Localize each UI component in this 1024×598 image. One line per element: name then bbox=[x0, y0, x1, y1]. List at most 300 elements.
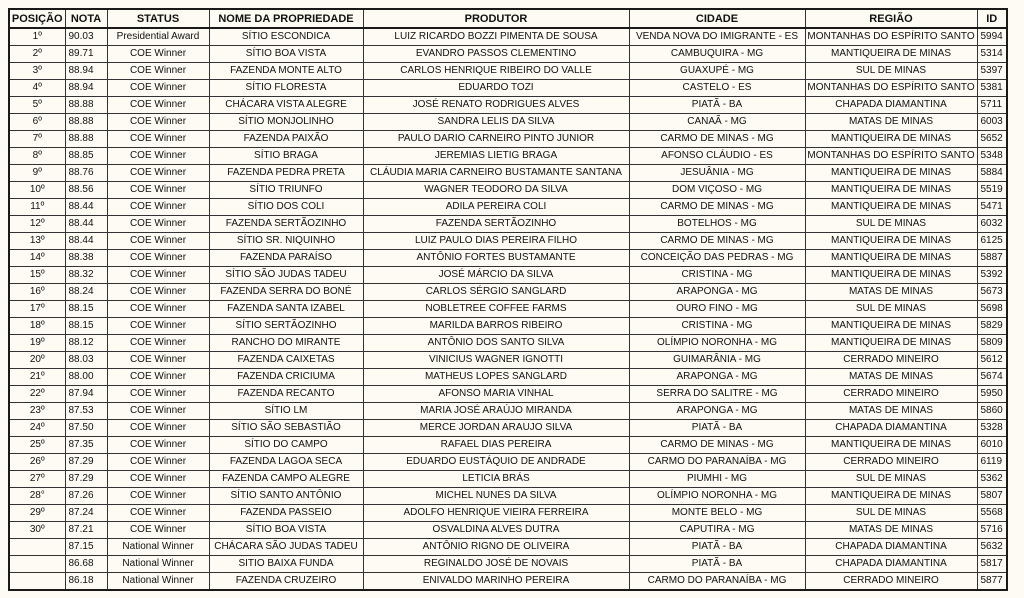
cell-position: 2º bbox=[9, 46, 65, 63]
cell-position: 4º bbox=[9, 80, 65, 97]
cell-score: 88.15 bbox=[65, 318, 107, 335]
cell-region: MATAS DE MINAS bbox=[805, 114, 977, 131]
cell-city: BOTELHOS - MG bbox=[629, 216, 805, 233]
cell-status: COE Winner bbox=[107, 301, 209, 318]
cell-score: 87.50 bbox=[65, 420, 107, 437]
cell-property: CHÁCARA SÃO JUDAS TADEU bbox=[209, 539, 363, 556]
cell-region: CHAPADA DIAMANTINA bbox=[805, 420, 977, 437]
cell-position: 23º bbox=[9, 403, 65, 420]
table-row bbox=[9, 437, 1007, 454]
cell-score: 88.03 bbox=[65, 352, 107, 369]
cell-id: 5328 bbox=[977, 420, 1007, 437]
cell-city: CARMO DE MINAS - MG bbox=[629, 131, 805, 148]
cell-property: FAZENDA PEDRA PRETA bbox=[209, 165, 363, 182]
cell-property: SÍTIO FLORESTA bbox=[209, 80, 363, 97]
cell-position: 8º bbox=[9, 148, 65, 165]
cell-score: 87.24 bbox=[65, 505, 107, 522]
cell-position: 16º bbox=[9, 284, 65, 301]
cell-position: 1º bbox=[9, 28, 65, 46]
cell-property: SÍTIO SÃO SEBASTIÃO bbox=[209, 420, 363, 437]
cell-city: AFONSO CLÁUDIO - ES bbox=[629, 148, 805, 165]
cell-position: 5º bbox=[9, 97, 65, 114]
cell-score: 88.94 bbox=[65, 80, 107, 97]
cell-city: OLÍMPIO NORONHA - MG bbox=[629, 488, 805, 505]
table-row bbox=[9, 352, 1007, 369]
cell-region: MANTIQUEIRA DE MINAS bbox=[805, 182, 977, 199]
cell-city: OLÍMPIO NORONHA - MG bbox=[629, 335, 805, 352]
table-row bbox=[9, 573, 1007, 591]
cell-property: RANCHO DO MIRANTE bbox=[209, 335, 363, 352]
cell-position: 29º bbox=[9, 505, 65, 522]
cell-score: 86.68 bbox=[65, 556, 107, 573]
cell-position: 19º bbox=[9, 335, 65, 352]
cell-city: CRISTINA - MG bbox=[629, 318, 805, 335]
cell-property: SÍTIO BOA VISTA bbox=[209, 46, 363, 63]
cell-status: COE Winner bbox=[107, 131, 209, 148]
cell-property: FAZENDA PASSEIO bbox=[209, 505, 363, 522]
cell-status: COE Winner bbox=[107, 199, 209, 216]
cell-property: SÍTIO TRIUNFO bbox=[209, 182, 363, 199]
cell-position: 24º bbox=[9, 420, 65, 437]
cell-producer: REGINALDO JOSÉ DE NOVAIS bbox=[363, 556, 629, 573]
cell-producer: LUIZ PAULO DIAS PEREIRA FILHO bbox=[363, 233, 629, 250]
cell-position: 7º bbox=[9, 131, 65, 148]
cell-region: CHAPADA DIAMANTINA bbox=[805, 556, 977, 573]
cell-property: FAZENDA LAGOA SECA bbox=[209, 454, 363, 471]
cell-position bbox=[9, 539, 65, 556]
cell-producer: JOSÉ MÁRCIO DA SILVA bbox=[363, 267, 629, 284]
cell-position: 10º bbox=[9, 182, 65, 199]
cell-id: 5994 bbox=[977, 28, 1007, 46]
cell-property: SÍTIO SANTO ANTÔNIO bbox=[209, 488, 363, 505]
table-row bbox=[9, 46, 1007, 63]
table-row bbox=[9, 250, 1007, 267]
cell-id: 5568 bbox=[977, 505, 1007, 522]
cell-region: CERRADO MINEIRO bbox=[805, 454, 977, 471]
cell-producer: MARILDA BARROS RIBEIRO bbox=[363, 318, 629, 335]
cell-city: ARAPONGA - MG bbox=[629, 403, 805, 420]
cell-region: CHAPADA DIAMANTINA bbox=[805, 539, 977, 556]
cell-region: MANTIQUEIRA DE MINAS bbox=[805, 46, 977, 63]
cell-region: SUL DE MINAS bbox=[805, 505, 977, 522]
cell-city: CRISTINA - MG bbox=[629, 267, 805, 284]
header-posicao: POSIÇÃO bbox=[9, 9, 65, 28]
cell-id: 6003 bbox=[977, 114, 1007, 131]
cell-status: COE Winner bbox=[107, 233, 209, 250]
table-row bbox=[9, 216, 1007, 233]
cell-score: 88.56 bbox=[65, 182, 107, 199]
cell-producer: ANTÔNIO RIGNO DE OLIVEIRA bbox=[363, 539, 629, 556]
cell-region: SUL DE MINAS bbox=[805, 63, 977, 80]
cell-city: CARMO DO PARANAÍBA - MG bbox=[629, 573, 805, 591]
cell-producer: ANTÔNIO FORTES BUSTAMANTE bbox=[363, 250, 629, 267]
cell-producer: VINICIUS WAGNER IGNOTTI bbox=[363, 352, 629, 369]
cell-position: 22º bbox=[9, 386, 65, 403]
cell-score: 88.88 bbox=[65, 131, 107, 148]
cell-region: MANTIQUEIRA DE MINAS bbox=[805, 488, 977, 505]
cell-producer: FAZENDA SERTÃOZINHO bbox=[363, 216, 629, 233]
cell-city: CARMO DE MINAS - MG bbox=[629, 233, 805, 250]
cell-producer: RAFAEL DIAS PEREIRA bbox=[363, 437, 629, 454]
cell-property: FAZENDA PAIXÃO bbox=[209, 131, 363, 148]
cell-producer: NOBLETREE COFFEE FARMS bbox=[363, 301, 629, 318]
cell-city: DOM VIÇOSO - MG bbox=[629, 182, 805, 199]
cell-producer: SANDRA LELIS DA SILVA bbox=[363, 114, 629, 131]
cell-producer: CLÁUDIA MARIA CARNEIRO BUSTAMANTE SANTANA bbox=[363, 165, 629, 182]
cell-position: 28° bbox=[9, 488, 65, 505]
cell-producer: ADILA PEREIRA COLI bbox=[363, 199, 629, 216]
cell-region: CERRADO MINEIRO bbox=[805, 386, 977, 403]
cell-id: 5829 bbox=[977, 318, 1007, 335]
table-row bbox=[9, 369, 1007, 386]
cell-city: PIUMHI - MG bbox=[629, 471, 805, 488]
cell-status: COE Winner bbox=[107, 352, 209, 369]
header-status: STATUS bbox=[107, 9, 209, 28]
cell-position: 26º bbox=[9, 454, 65, 471]
cell-id: 5471 bbox=[977, 199, 1007, 216]
cell-region: SUL DE MINAS bbox=[805, 216, 977, 233]
cell-id: 5381 bbox=[977, 80, 1007, 97]
cell-score: 88.15 bbox=[65, 301, 107, 318]
cell-property: FAZENDA CAMPO ALEGRE bbox=[209, 471, 363, 488]
cell-status: COE Winner bbox=[107, 182, 209, 199]
table-row bbox=[9, 165, 1007, 182]
cell-status: COE Winner bbox=[107, 335, 209, 352]
cell-status: COE Winner bbox=[107, 46, 209, 63]
table-row bbox=[9, 284, 1007, 301]
cell-producer: CARLOS SÉRGIO SANGLARD bbox=[363, 284, 629, 301]
cell-status: COE Winner bbox=[107, 488, 209, 505]
cell-region: MANTIQUEIRA DE MINAS bbox=[805, 437, 977, 454]
cell-city: VENDA NOVA DO IMIGRANTE - ES bbox=[629, 28, 805, 46]
cell-status: COE Winner bbox=[107, 369, 209, 386]
cell-id: 5397 bbox=[977, 63, 1007, 80]
table-row bbox=[9, 403, 1007, 420]
cell-position: 3º bbox=[9, 63, 65, 80]
cell-score: 88.44 bbox=[65, 199, 107, 216]
cell-region: MATAS DE MINAS bbox=[805, 369, 977, 386]
cell-producer: MICHEL NUNES DA SILVA bbox=[363, 488, 629, 505]
cell-producer: MERCE JORDAN ARAUJO SILVA bbox=[363, 420, 629, 437]
cell-region: MATAS DE MINAS bbox=[805, 284, 977, 301]
cell-score: 88.32 bbox=[65, 267, 107, 284]
cell-position: 12º bbox=[9, 216, 65, 233]
header-cidade: CIDADE bbox=[629, 9, 805, 28]
cell-position: 21º bbox=[9, 369, 65, 386]
table-row bbox=[9, 182, 1007, 199]
cell-position: 18º bbox=[9, 318, 65, 335]
cell-score: 87.29 bbox=[65, 454, 107, 471]
cell-status: National Winner bbox=[107, 573, 209, 591]
cell-city: JESUÂNIA - MG bbox=[629, 165, 805, 182]
results-table bbox=[8, 8, 1008, 591]
table-row bbox=[9, 131, 1007, 148]
cell-score: 87.94 bbox=[65, 386, 107, 403]
cell-id: 5817 bbox=[977, 556, 1007, 573]
cell-city: PIATÃ - BA bbox=[629, 539, 805, 556]
cell-position: 11º bbox=[9, 199, 65, 216]
cell-property: SITIO BAIXA FUNDA bbox=[209, 556, 363, 573]
cell-property: FAZENDA RECANTO bbox=[209, 386, 363, 403]
table-row bbox=[9, 63, 1007, 80]
cell-position bbox=[9, 573, 65, 591]
cell-status: National Winner bbox=[107, 539, 209, 556]
cell-status: Presidential Award bbox=[107, 28, 209, 46]
cell-status: COE Winner bbox=[107, 403, 209, 420]
cell-id: 5711 bbox=[977, 97, 1007, 114]
cell-score: 88.85 bbox=[65, 148, 107, 165]
cell-region: MANTIQUEIRA DE MINAS bbox=[805, 233, 977, 250]
cell-id: 5392 bbox=[977, 267, 1007, 284]
table-row bbox=[9, 556, 1007, 573]
cell-position: 9º bbox=[9, 165, 65, 182]
cell-producer: ENIVALDO MARINHO PEREIRA bbox=[363, 573, 629, 591]
table-row bbox=[9, 522, 1007, 539]
cell-property: CHÁCARA VISTA ALEGRE bbox=[209, 97, 363, 114]
cell-id: 5673 bbox=[977, 284, 1007, 301]
cell-score: 88.76 bbox=[65, 165, 107, 182]
cell-id: 5674 bbox=[977, 369, 1007, 386]
cell-status: COE Winner bbox=[107, 505, 209, 522]
cell-id: 6010 bbox=[977, 437, 1007, 454]
cell-city: PIATÃ - BA bbox=[629, 556, 805, 573]
cell-producer: OSVALDINA ALVES DUTRA bbox=[363, 522, 629, 539]
cell-status: COE Winner bbox=[107, 420, 209, 437]
cell-city: ARAPONGA - MG bbox=[629, 369, 805, 386]
cell-city: CAPUTIRA - MG bbox=[629, 522, 805, 539]
cell-score: 90.03 bbox=[65, 28, 107, 46]
cell-city: OURO FINO - MG bbox=[629, 301, 805, 318]
cell-score: 87.53 bbox=[65, 403, 107, 420]
cell-score: 88.94 bbox=[65, 63, 107, 80]
cell-city: CASTELO - ES bbox=[629, 80, 805, 97]
cell-id: 5807 bbox=[977, 488, 1007, 505]
cell-region: MONTANHAS DO ESPÍRITO SANTO bbox=[805, 28, 977, 46]
table-row bbox=[9, 148, 1007, 165]
cell-status: COE Winner bbox=[107, 386, 209, 403]
table-row bbox=[9, 454, 1007, 471]
cell-city: SERRA DO SALITRE - MG bbox=[629, 386, 805, 403]
cell-status: COE Winner bbox=[107, 284, 209, 301]
table-row bbox=[9, 114, 1007, 131]
cell-position: 6º bbox=[9, 114, 65, 131]
table-row bbox=[9, 199, 1007, 216]
cell-region: MANTIQUEIRA DE MINAS bbox=[805, 199, 977, 216]
cell-score: 88.88 bbox=[65, 114, 107, 131]
cell-region: CHAPADA DIAMANTINA bbox=[805, 97, 977, 114]
cell-id: 5519 bbox=[977, 182, 1007, 199]
cell-city: CAMBUQUIRA - MG bbox=[629, 46, 805, 63]
cell-producer: PAULO DARIO CARNEIRO PINTO JUNIOR bbox=[363, 131, 629, 148]
cell-id: 5877 bbox=[977, 573, 1007, 591]
cell-status: COE Winner bbox=[107, 522, 209, 539]
cell-producer: EDUARDO EUSTÁQUIO DE ANDRADE bbox=[363, 454, 629, 471]
cell-city: ARAPONGA - MG bbox=[629, 284, 805, 301]
table-row bbox=[9, 80, 1007, 97]
cell-id: 5698 bbox=[977, 301, 1007, 318]
cell-id: 6125 bbox=[977, 233, 1007, 250]
cell-position: 30º bbox=[9, 522, 65, 539]
cell-property: SÍTIO BRAGA bbox=[209, 148, 363, 165]
cell-region: SUL DE MINAS bbox=[805, 301, 977, 318]
cell-region: MANTIQUEIRA DE MINAS bbox=[805, 165, 977, 182]
cell-property: SÍTIO DO CAMPO bbox=[209, 437, 363, 454]
cell-property: FAZENDA SERTÃOZINHO bbox=[209, 216, 363, 233]
cell-score: 87.35 bbox=[65, 437, 107, 454]
cell-score: 86.18 bbox=[65, 573, 107, 591]
cell-position: 27º bbox=[9, 471, 65, 488]
cell-property: SÍTIO SERTÃOZINHO bbox=[209, 318, 363, 335]
cell-city: GUAXUPÉ - MG bbox=[629, 63, 805, 80]
cell-producer: EVANDRO PASSOS CLEMENTINO bbox=[363, 46, 629, 63]
cell-id: 6032 bbox=[977, 216, 1007, 233]
cell-status: COE Winner bbox=[107, 63, 209, 80]
cell-position: 14º bbox=[9, 250, 65, 267]
cell-id: 5884 bbox=[977, 165, 1007, 182]
cell-region: MATAS DE MINAS bbox=[805, 403, 977, 420]
cell-status: National Winner bbox=[107, 556, 209, 573]
cell-status: COE Winner bbox=[107, 216, 209, 233]
cell-city: CONCEIÇÃO DAS PEDRAS - MG bbox=[629, 250, 805, 267]
cell-score: 88.38 bbox=[65, 250, 107, 267]
cell-status: COE Winner bbox=[107, 148, 209, 165]
table-row bbox=[9, 471, 1007, 488]
cell-id: 5716 bbox=[977, 522, 1007, 539]
table-row bbox=[9, 335, 1007, 352]
cell-id: 5809 bbox=[977, 335, 1007, 352]
cell-property: FAZENDA CRICIUMA bbox=[209, 369, 363, 386]
cell-id: 5348 bbox=[977, 148, 1007, 165]
cell-producer: LUIZ RICARDO BOZZI PIMENTA DE SOUSA bbox=[363, 28, 629, 46]
header-regiao: REGIÃO bbox=[805, 9, 977, 28]
header-nota: NOTA bbox=[65, 9, 107, 28]
cell-producer: ADOLFO HENRIQUE VIEIRA FERREIRA bbox=[363, 505, 629, 522]
cell-property: SÍTIO BOA VISTA bbox=[209, 522, 363, 539]
table-row bbox=[9, 539, 1007, 556]
cell-city: CARMO DE MINAS - MG bbox=[629, 199, 805, 216]
cell-score: 88.44 bbox=[65, 216, 107, 233]
cell-region: SUL DE MINAS bbox=[805, 471, 977, 488]
table-row bbox=[9, 488, 1007, 505]
cell-id: 5612 bbox=[977, 352, 1007, 369]
header-row bbox=[9, 9, 1007, 28]
cell-id: 6119 bbox=[977, 454, 1007, 471]
cell-property: SÍTIO LM bbox=[209, 403, 363, 420]
cell-status: COE Winner bbox=[107, 267, 209, 284]
cell-region: MANTIQUEIRA DE MINAS bbox=[805, 131, 977, 148]
cell-score: 88.44 bbox=[65, 233, 107, 250]
cell-producer: WAGNER TEODORO DA SILVA bbox=[363, 182, 629, 199]
cell-score: 87.26 bbox=[65, 488, 107, 505]
cell-status: COE Winner bbox=[107, 97, 209, 114]
cell-city: PIATÃ - BA bbox=[629, 97, 805, 114]
cell-score: 87.21 bbox=[65, 522, 107, 539]
cell-city: PIATÃ - BA bbox=[629, 420, 805, 437]
cell-status: COE Winner bbox=[107, 437, 209, 454]
cell-position: 15º bbox=[9, 267, 65, 284]
cell-producer: EDUARDO TOZI bbox=[363, 80, 629, 97]
cell-status: COE Winner bbox=[107, 471, 209, 488]
cell-region: MATAS DE MINAS bbox=[805, 522, 977, 539]
cell-id: 5362 bbox=[977, 471, 1007, 488]
cell-city: GUIMARÂNIA - MG bbox=[629, 352, 805, 369]
cell-id: 5652 bbox=[977, 131, 1007, 148]
cell-city: CARMO DO PARANAÍBA - MG bbox=[629, 454, 805, 471]
cell-property: SÍTIO SR. NIQUINHO bbox=[209, 233, 363, 250]
table-row bbox=[9, 97, 1007, 114]
header-id: ID bbox=[977, 9, 1007, 28]
cell-id: 5887 bbox=[977, 250, 1007, 267]
cell-city: CANAÃ - MG bbox=[629, 114, 805, 131]
table-row bbox=[9, 301, 1007, 318]
cell-region: MANTIQUEIRA DE MINAS bbox=[805, 318, 977, 335]
cell-property: SÍTIO SÃO JUDAS TADEU bbox=[209, 267, 363, 284]
cell-status: COE Winner bbox=[107, 250, 209, 267]
cell-property: SÍTIO ESCONDICA bbox=[209, 28, 363, 46]
cell-score: 88.00 bbox=[65, 369, 107, 386]
cell-city: CARMO DE MINAS - MG bbox=[629, 437, 805, 454]
cell-region: MANTIQUEIRA DE MINAS bbox=[805, 335, 977, 352]
cell-position: 13º bbox=[9, 233, 65, 250]
cell-score: 87.15 bbox=[65, 539, 107, 556]
cell-region: MANTIQUEIRA DE MINAS bbox=[805, 267, 977, 284]
cell-producer: MARIA JOSÉ ARAÚJO MIRANDA bbox=[363, 403, 629, 420]
table-row bbox=[9, 28, 1007, 46]
cell-score: 88.12 bbox=[65, 335, 107, 352]
cell-status: COE Winner bbox=[107, 80, 209, 97]
cell-producer: AFONSO MARIA VINHAL bbox=[363, 386, 629, 403]
cell-status: COE Winner bbox=[107, 454, 209, 471]
cell-position: 20º bbox=[9, 352, 65, 369]
cell-position bbox=[9, 556, 65, 573]
cell-id: 5314 bbox=[977, 46, 1007, 63]
cell-property: FAZENDA SANTA IZABEL bbox=[209, 301, 363, 318]
cell-status: COE Winner bbox=[107, 114, 209, 131]
cell-producer: CARLOS HENRIQUE RIBEIRO DO VALLE bbox=[363, 63, 629, 80]
table-row bbox=[9, 267, 1007, 284]
table-row bbox=[9, 505, 1007, 522]
cell-region: MANTIQUEIRA DE MINAS bbox=[805, 250, 977, 267]
cell-region: CERRADO MINEIRO bbox=[805, 352, 977, 369]
cell-score: 87.29 bbox=[65, 471, 107, 488]
header-produtor: PRODUTOR bbox=[363, 9, 629, 28]
cell-producer: MATHEUS LOPES SANGLARD bbox=[363, 369, 629, 386]
cell-status: COE Winner bbox=[107, 165, 209, 182]
table-row bbox=[9, 233, 1007, 250]
cell-region: CERRADO MINEIRO bbox=[805, 573, 977, 591]
table-row bbox=[9, 386, 1007, 403]
cell-property: FAZENDA PARAÍSO bbox=[209, 250, 363, 267]
table-row bbox=[9, 318, 1007, 335]
results-table-container bbox=[8, 8, 1006, 591]
cell-producer: JEREMIAS LIETIG BRAGA bbox=[363, 148, 629, 165]
cell-producer: ANTÔNIO DOS SANTO SILVA bbox=[363, 335, 629, 352]
cell-score: 88.88 bbox=[65, 97, 107, 114]
cell-property: SÍTIO MONJOLINHO bbox=[209, 114, 363, 131]
cell-position: 25º bbox=[9, 437, 65, 454]
cell-city: MONTE BELO - MG bbox=[629, 505, 805, 522]
cell-region: MONTANHAS DO ESPÍRITO SANTO bbox=[805, 148, 977, 165]
cell-property: FAZENDA CAIXETAS bbox=[209, 352, 363, 369]
cell-status: COE Winner bbox=[107, 318, 209, 335]
cell-property: FAZENDA CRUZEIRO bbox=[209, 573, 363, 591]
cell-property: FAZENDA MONTE ALTO bbox=[209, 63, 363, 80]
cell-producer: LETICIA BRÁS bbox=[363, 471, 629, 488]
cell-score: 89.71 bbox=[65, 46, 107, 63]
cell-id: 5860 bbox=[977, 403, 1007, 420]
cell-score: 88.24 bbox=[65, 284, 107, 301]
cell-property: FAZENDA SERRA DO BONÉ bbox=[209, 284, 363, 301]
